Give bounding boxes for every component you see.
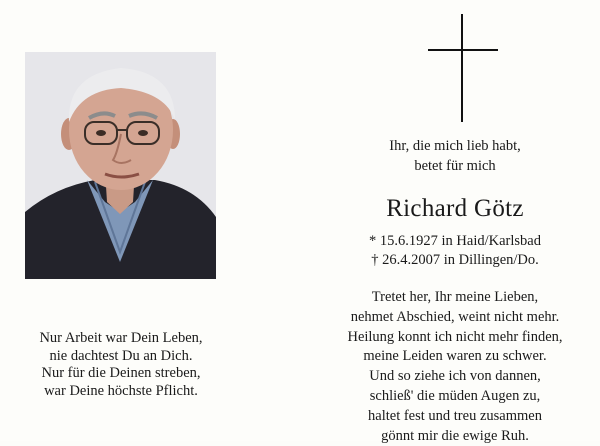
dedication (340, 136, 570, 176)
right-verse-line: Tretet her, Ihr meine Lieben, (371, 289, 539, 305)
right-verse (320, 288, 590, 446)
dedication-line: betet für mich (414, 158, 496, 174)
right-verse-line: Heilung konnt ich nicht mehr finden, (347, 328, 563, 345)
deceased-name: Richard Götz (386, 195, 524, 222)
right-verse-line: meine Leiden waren zu schwer. (363, 348, 547, 365)
dedication-line: Ihr, die mich lieb habt, (389, 138, 521, 154)
left-verse-line: Nur für die Deinen streben, (41, 365, 201, 381)
portrait-photo (25, 52, 216, 279)
cross-icon (428, 14, 498, 122)
left-verse-line: nie dachtest Du an Dich. (49, 347, 193, 364)
right-verse-line: schließ' die müden Augen zu, (369, 387, 541, 404)
birth-date: * 15.6.1927 in Haid/Karlsbad (369, 233, 541, 249)
right-verse-line: gönnt mir die ewige Ruh. (381, 427, 529, 444)
right-verse-line: nehmet Abschied, weint nicht mehr. (350, 308, 560, 325)
portrait-illustration (25, 52, 216, 279)
left-verse-line: Nur Arbeit war Dein Leben, (39, 330, 203, 346)
right-verse-line: Und so ziehe ich von dannen, (369, 368, 541, 385)
left-verse-line: war Deine höchste Pflicht. (44, 382, 198, 399)
left-verse (0, 330, 242, 400)
death-date: † 26.4.2007 in Dillingen/Do. (371, 252, 539, 268)
life-dates (340, 232, 570, 270)
right-verse-line: haltet fest und treu zusammen (368, 407, 542, 424)
